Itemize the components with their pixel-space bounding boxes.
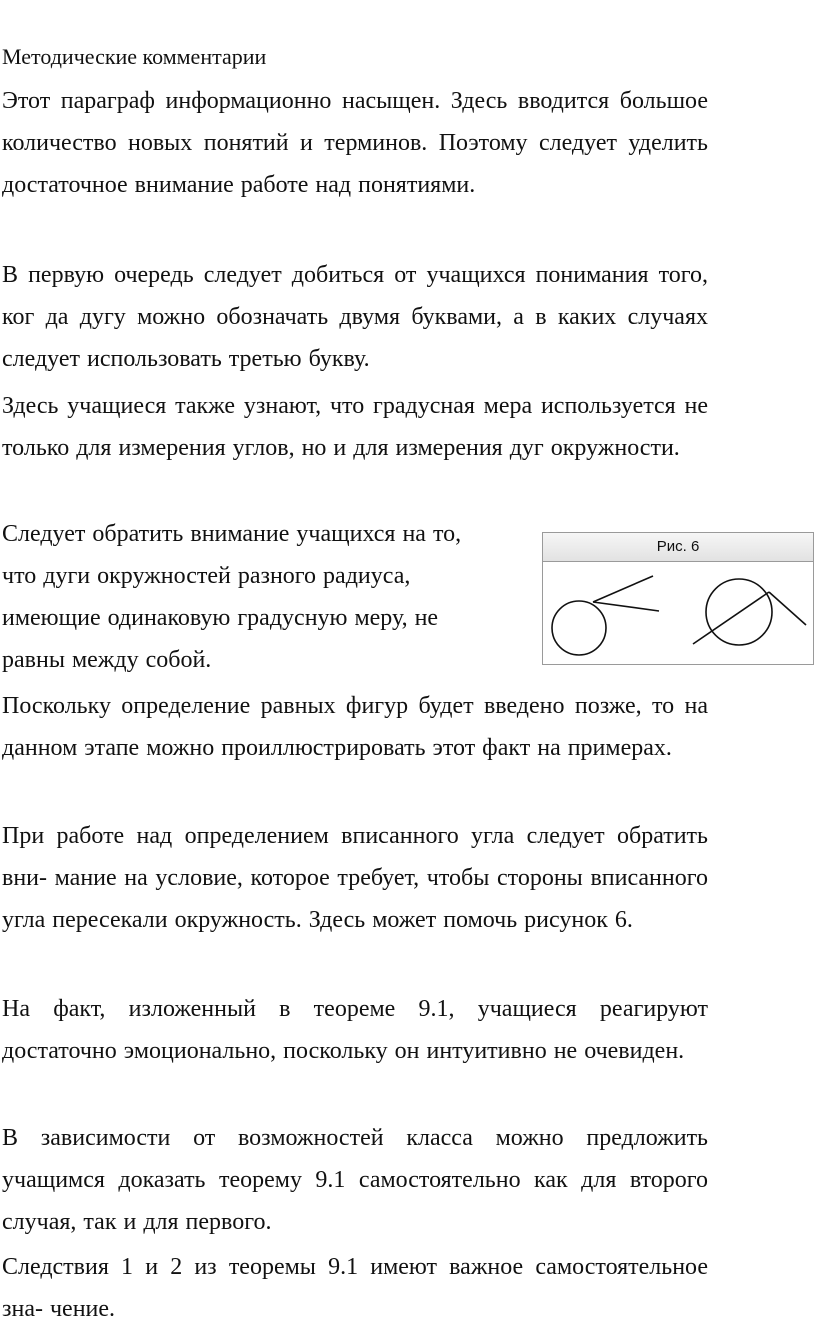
paragraph-5: Поскольку определение равных фигур будет введено позже, то на данном этапе можно проиллюстрировать этот факт на примерах.: [2, 693, 708, 761]
paragraph-1: Этот параграф информационно насыщен. Здесь вводится большое количество новых понятий и терминов. Поэтому следует уделить достаточное внимание работе над понятиями.: [2, 88, 708, 198]
left-circle: [552, 601, 606, 655]
figure-6: [542, 532, 814, 665]
paragraph-7: На факт, изложенный в теореме 9.1, учащиеся реагируют достаточно эмоционально, поскольку он интуитивно не очевиден.: [2, 996, 708, 1064]
right-angle-ray: [769, 592, 806, 625]
right-angle-chord: [693, 592, 769, 644]
heading: Методические комментарии: [2, 44, 267, 69]
left-angle-ray-lower: [593, 602, 659, 611]
paragraph-8: В зависимости от возможностей класса можно предложить учащимся доказать теорему 9.1 самостоятельно как для второго случая, так и для первого.: [2, 1125, 708, 1235]
paragraph-2: В первую очередь следует добиться от учащихся понимания того, ког да дугу можно обозначать двумя буквами, а в каких случаях следует использовать третью букву.: [2, 262, 708, 372]
paragraph-4: Следует обратить внимание учащихся на то, что дуги окружностей разного радиуса, имеющие одинаковую градусную меру, не равны между собой.: [2, 521, 462, 673]
left-angle-ray-upper: [593, 576, 653, 602]
figure-drawing: [543, 562, 813, 664]
paragraph-6: При работе над определением вписанного угла следует обратить вни- мание на условие, которое требует, чтобы стороны вписанного угла пересекали окружность. Здесь может помочь рисунок 6.: [2, 823, 708, 933]
paragraph-9: Следствия 1 и 2 из теоремы 9.1 имеют важное самостоятельное зна- чение.: [2, 1254, 708, 1322]
paragraph-3: Здесь учащиеся также узнают, что градусная мера используется не только для измерения углов, но и для измерения дуг окружности.: [2, 393, 708, 461]
figure-caption: Рис. 6: [543, 533, 813, 562]
